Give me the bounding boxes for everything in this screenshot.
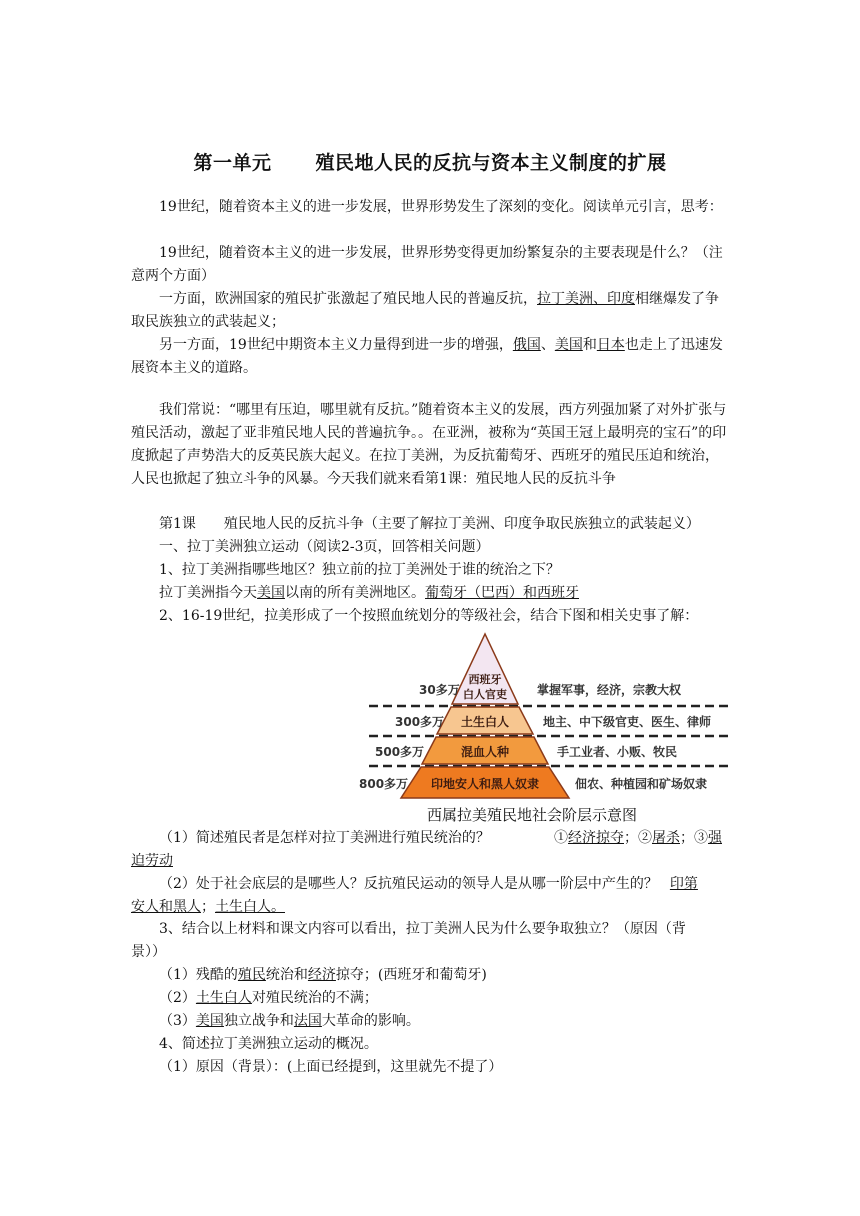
tier-1-role: 掌握军事，经济，宗教大权 [537,683,682,697]
question-3-continued: 景）） [131,944,166,960]
tier-4-name: 印地安人和黑人奴隶 [430,777,540,791]
aspect-1-underline: 拉丁美洲、印度 [537,291,635,307]
answer-1 [159,582,759,605]
aspect-1-text-a: 一方面，欧洲国家的殖民扩张激起了殖民地人民的普遍反抗， [159,291,537,307]
social-pyramid-diagram [355,630,735,828]
page-title [0,148,860,175]
answer-2-2-bottom-class: 安人和黑人 [131,899,201,915]
answer-1-text-b: 以南的所有美洲地区。 [285,585,425,601]
tier-1-population: 30多万 [419,683,460,697]
answer-2-1-mark-3: ；③ [680,830,708,846]
title-unit: 第一单元 [193,152,272,174]
tier-1-name-line1: 西班牙 [468,673,502,686]
reason-3-france: 法国 [293,1013,322,1029]
aspect-2-usa: 美国 [554,337,583,353]
reason-3-b: 独立战争和 [223,1013,294,1029]
reason-3-usa: 美国 [195,1013,224,1029]
aspect-1-text-b: 相继爆发了争取民族独立的武装起义； [131,291,719,330]
answer-2-2-sep: ； [201,899,215,915]
answer-2-1 [554,827,734,850]
question-4: 4、简述拉丁美洲独立运动的概况。 [159,1036,378,1052]
lead-paragraph: 我们常说：“哪里有压迫，哪里就有反抗。”随着资本主义的发展，西方列强加紧了对外扩张与殖民活动，激起了亚非殖民地人民的普遍抗争。。在亚洲，被称为“英国王冠上最明亮的宝石”的印度掀起了声势浩大的反英民族大起义。在拉丁美洲，为反抗葡萄牙、西班牙的殖民压迫和统治，人民也掀起了独立斗争的风暴。今天我们就来看第1课：殖民地人民的反抗斗争 [131,402,727,487]
answer-2-2-leaders: 土生白人。 [215,899,285,915]
answer-2-2-start: 印第 [669,876,698,892]
answer-2-1-forced-end: 迫劳动 [131,853,173,869]
section-1-heading: 一、拉丁美洲独立运动（阅读2-3页，回答相关问题） [159,539,490,555]
tier-2-name: 土生白人 [460,715,510,729]
title-text: 殖民地人民的反抗与资本主义制度的扩展 [315,152,667,174]
answer-2-1-economic: 经济掠夺 [568,830,624,846]
question-3: 3、结合以上材料和课文内容可以看出，拉丁美洲人民为什么要争取独立？（原因（背 [159,921,686,937]
intro-paragraph-1: 19世纪，随着资本主义的进一步发展，世界形势发生了深刻的变化。阅读单元引言，思考： [159,199,723,215]
question-2-2 [159,873,759,896]
tier-3-name: 混血人种 [460,745,510,759]
intro-aspect-2 [131,334,731,380]
reason-1-b: 统治和 [265,967,308,983]
answer-2-1-mark-1: ① [554,830,568,846]
answer-1-usa: 美国 [257,585,285,601]
intro-question: 19世纪，随着资本主义的进一步发展，世界形势变得更加纷繁复杂的主要表现是什么？（注意两个方面） [131,245,723,284]
question-4-1: （1）原因（背景）：(上面已经提到，这里就先不提了） [159,1059,503,1075]
aspect-2-japan: 日本 [596,337,625,353]
tier-4-population: 800多万 [359,777,409,791]
reason-2-creoles: 土生白人 [195,990,252,1006]
tier-2-role: 地主、中下级官吏、医生、律师 [543,715,712,729]
reason-1 [159,964,759,987]
aspect-2-sep-1: 、 [540,337,555,353]
intro-aspect-1 [131,288,731,334]
reason-1-colonial: 殖民 [237,967,266,983]
tier-1-name-line2: 白人官吏 [463,688,507,701]
reason-2-a: （2） [159,990,196,1006]
question-2-2-text: （2）处于社会底层的是哪些人？反抗殖民运动的领导人是从哪一阶层中产生的？ [159,876,658,892]
answer-2-1-mark-2: ；② [624,830,652,846]
tier-2-population: 300多万 [395,715,445,729]
reason-3-c: 大革命的影响。 [321,1013,420,1029]
reason-1-c: 掠夺；(西班牙和葡萄牙) [335,967,487,983]
reason-1-economic: 经济 [307,967,336,983]
tier-3-role: 手工业者、小贩、牧民 [557,745,678,759]
tier-3-population: 500多万 [375,745,425,759]
answer-2-2 [131,896,731,919]
reason-2 [159,987,759,1010]
reason-1-a: （1）残酷的 [159,967,238,983]
answer-1-rulers: 葡萄牙（巴西）和西班牙 [425,585,579,601]
aspect-2-russia: 俄国 [512,337,541,353]
lesson-heading: 第1课 殖民地人民的反抗斗争（主要了解拉丁美洲、印度争取民族独立的武装起义） [159,516,700,532]
answer-2-1-forced-start: 强 [708,830,722,846]
diagram-caption: 西属拉美殖民地社会阶层示意图 [427,806,638,824]
question-2-1: （1）简述殖民者是怎样对拉丁美洲进行殖民统治的？ [159,830,490,846]
aspect-2-sep-2: 和 [582,337,597,353]
reason-3-a: （3） [159,1013,196,1029]
reason-3 [159,1010,759,1033]
reason-2-b: 对殖民统治的不满； [251,990,378,1006]
question-1: 1、拉丁美洲指哪些地区？独立前的拉丁美洲处于谁的统治之下？ [159,562,560,578]
aspect-2-text-b: 也走上了迅速发展资本主义的道路。 [131,337,723,376]
answer-1-text-a: 拉丁美洲指今天 [159,585,257,601]
answer-2-1-massacre: 屠杀 [652,830,680,846]
aspect-2-text-a: 另一方面，19世纪中期资本主义力量得到进一步的增强， [159,337,513,353]
tier-4-role: 佃农、种植园和矿场奴隶 [575,777,708,791]
question-2: 2、16-19世纪，拉美形成了一个按照血统划分的等级社会，结合下图和相关史事了解： [159,608,699,624]
answer-2-1-continued [131,850,731,873]
